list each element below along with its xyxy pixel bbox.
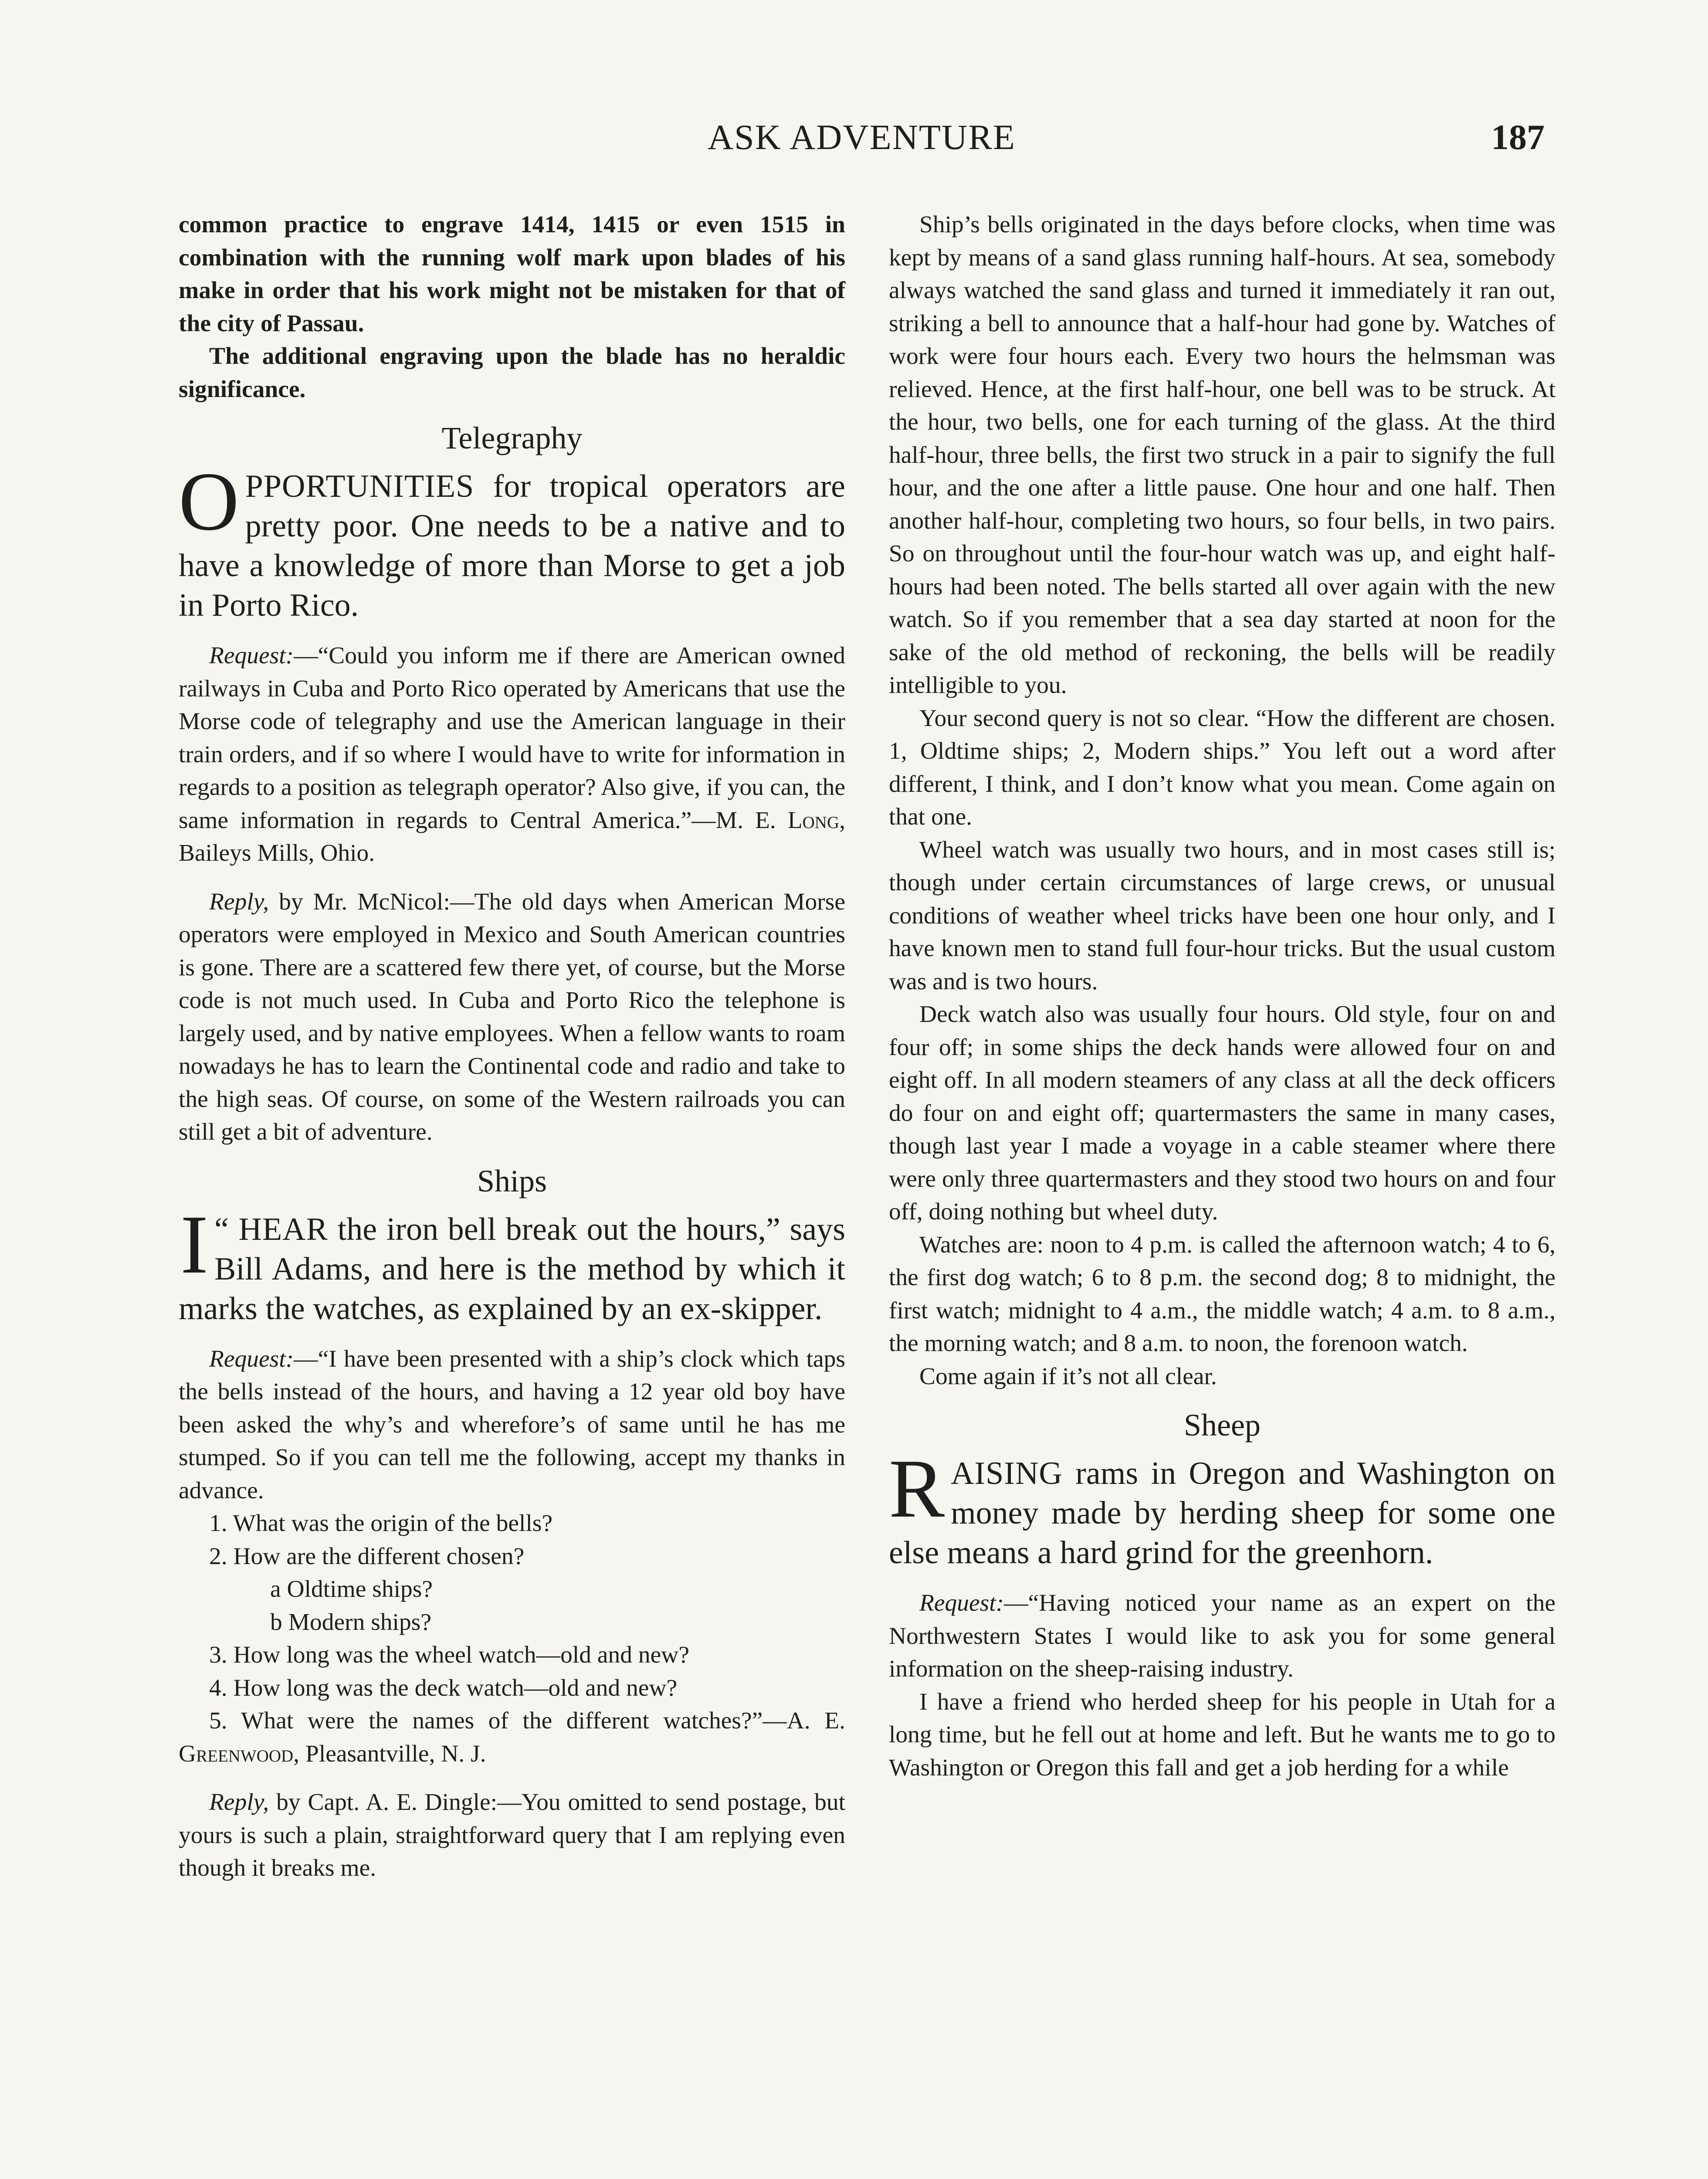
section-lead-ships <box>179 1198 845 1329</box>
lead-caps: PPORTUNITIES <box>245 468 474 504</box>
request-signature: Long <box>787 807 840 834</box>
body-paragraph: Come again if it’s not all clear. <box>919 1363 1217 1390</box>
lead-text: the iron bell break out the hours,” says Bill Adams, and here is the method by which it marks the watches, as explained by an ex-skipper. <box>179 1211 845 1327</box>
paragraph-gap <box>179 1770 845 1786</box>
body-paragraph: Wheel watch was usually two hours, and in most cases still is; though under certain circumstances of large crews, or unusual conditions of weather wheel tricks have been one hour only, and I have known men to stand full four-hour tricks. But the usual custom was and is two hours. <box>889 836 1556 995</box>
drop-cap: I <box>180 1198 208 1291</box>
drop-cap: R <box>889 1442 945 1535</box>
request-signature: Greenwood <box>179 1740 294 1767</box>
intro-paragraph: common practice to engrave 1414, 1415 or even 1515 in combination with the running wolf mark upon blades of his make in order that his work might not be mistaken for that of the city of Passau. <box>179 211 845 337</box>
reply-label: Reply, <box>209 888 269 915</box>
reply-text: by Mr. McNicol:—The old days when American Morse operators were employed in Mexico and South American countries is gone. There are a scattered few there yet, of course, but the Morse code is not much used. In Cuba and Porto Rico the telephone is largely used, and by native employees. When a fellow wants to roam nowadays he has to learn the Continental code and radio and take to the high seas. Of course, on some of the Western railroads you can still get a bit of adventure. <box>179 888 845 1145</box>
question-list <box>179 1507 845 1704</box>
question-item: 2. How are the different chosen? <box>209 1543 525 1570</box>
body-paragraph: Watches are: noon to 4 p.m. is called the afternoon watch; 4 to 6, the first dog watch; 6 to 8 p.m. the second dog; 8 to midnight, the first watch; midnight to 4 a.m., the middle watch; 4 a.m. to 8 a.m., the morning watch; and 8 a.m. to noon, the forenoon watch. <box>889 1231 1556 1357</box>
request-text: —“I have been presented with a ship’s clock which taps the bells instead of the hours, and having a 12 year old boy have been asked the why’s and wherefore’s of same until he has me stumped. So if you can tell me the following, accept my thanks in advance. <box>179 1345 845 1504</box>
request-paragraph <box>179 639 845 870</box>
running-title: ASK ADVENTURE <box>707 117 1016 157</box>
question-subitem: b Modern ships? <box>270 1609 431 1636</box>
reply-paragraph <box>179 886 845 1149</box>
lead-text: for tropical operators are pretty poor. One needs to be a native and to have a knowledge of more than Morse to get a job in Porto Rico. <box>179 468 845 623</box>
drop-cap: O <box>179 455 239 548</box>
question-item: 4. How long was the deck watch—old and new? <box>209 1674 678 1701</box>
intro-paragraph: The additional engraving upon the blade has no heraldic significance. <box>179 343 845 403</box>
section-lead-sheep <box>889 1442 1556 1573</box>
section-lead-telegraphy <box>179 455 845 625</box>
question-item: 1. What was the origin of the bells? <box>209 1510 553 1537</box>
page-header <box>179 117 1545 169</box>
body-paragraph: Ship’s bells originated in the days before clocks, when time was kept by means of a sand glass running half-hours. At sea, somebody always watched the sand glass and turned it immediately it ran out, striking a bell to announce that a half-hour had gone by. Watches of work were four hours each. Every two hours the helmsman was relieved. Hence, at the first half-hour, one bell was to be struck. At the hour, two bells, one for each turning of the glass. At the third half-hour, three bells, the first two struck in a pair to signify the full hour, and the one after a little pause. One hour and one half. Then another half-hour, completing two hours, so four bells, in two pairs. So on throughout until the four-hour watch was up, and eight half-hours had been noted. The bells started all over again with the new watch. So if you remember that a sea day started at noon for the sake of the old method of reckoning, the bells will be readily intelligible to you. <box>889 211 1556 699</box>
body-paragraph: I have a friend who herded sheep for his people in Utah for a long time, but he fell out at home and left. But he wants me to go to Washington or Oregon this fall and get a job herding for a while <box>889 1688 1556 1781</box>
request-text: —“Having noticed your name as an expert on the Northwestern States I would like to ask you for some general information on the sheep-raising industry. <box>889 1590 1556 1682</box>
request-label: Request: <box>919 1590 1004 1616</box>
question-final <box>179 1704 845 1770</box>
question-subitem: a Oldtime ships? <box>270 1576 433 1602</box>
reply-label: Reply, <box>209 1789 269 1816</box>
question-item: 3. How long was the wheel watch—old and new? <box>209 1642 690 1668</box>
lead-caps: HEAR <box>228 1211 328 1247</box>
question-text: 5. What were the names of the different watches?”—A. E. <box>209 1707 845 1734</box>
request-paragraph <box>889 1587 1556 1686</box>
request-text: —“Could you inform me if there are American owned railways in Cuba and Porto Rico operated by Americans that use the Morse code of telegraphy and use the American language in their train orders, and if so where I would have to write for information in regards to a position as telegraph operator? Also give, if you can, the same information in regards to Central America.”—M. E. <box>179 642 845 834</box>
request-location: , Baileys Mills, Ohio. <box>179 807 845 866</box>
body-paragraph: Your second query is not so clear. “How the different are chosen. 1, Oldtime ships; 2, Modern ships.” You left out a word after different, I think, and I don’t know what you mean. Come again on that one. <box>889 705 1556 830</box>
right-column <box>889 208 1556 1784</box>
body-paragraph: Deck watch also was usually four hours. Old style, four on and four off; in some ships the deck hands were allowed four on and eight off. In all modern steamers of any class at all the deck officers do four on and eight off; quartermasters the same in many cases, though last year I made a voyage in a cable steamer where there were only three quartermasters and they stood two hours on and four off, doing nothing but wheel duty. <box>889 1001 1556 1225</box>
section-title-telegraphy: Telegraphy <box>441 421 583 455</box>
request-label: Request: <box>209 642 294 669</box>
left-column <box>179 208 845 1885</box>
section-title-ships: Ships <box>477 1163 547 1198</box>
reply-text: by Capt. A. E. Dingle:—You omitted to send postage, but yours is such a plain, straightforward query that I am replying even though it breaks me. <box>179 1789 845 1881</box>
lead-caps: AISING <box>951 1456 1063 1491</box>
lead-open-quote: “ <box>214 1211 229 1247</box>
request-location: , Pleasantville, N. J. <box>293 1740 486 1767</box>
lead-text: rams in Oregon and Washington on money made by herding sheep for some one else means a hard grind for the greenhorn. <box>889 1456 1556 1571</box>
request-paragraph <box>179 1343 845 1507</box>
paragraph-gap <box>179 870 845 886</box>
page-number: 187 <box>1491 117 1545 157</box>
section-title-sheep: Sheep <box>1184 1408 1261 1442</box>
reply-paragraph <box>179 1786 845 1885</box>
request-label: Request: <box>209 1345 294 1372</box>
